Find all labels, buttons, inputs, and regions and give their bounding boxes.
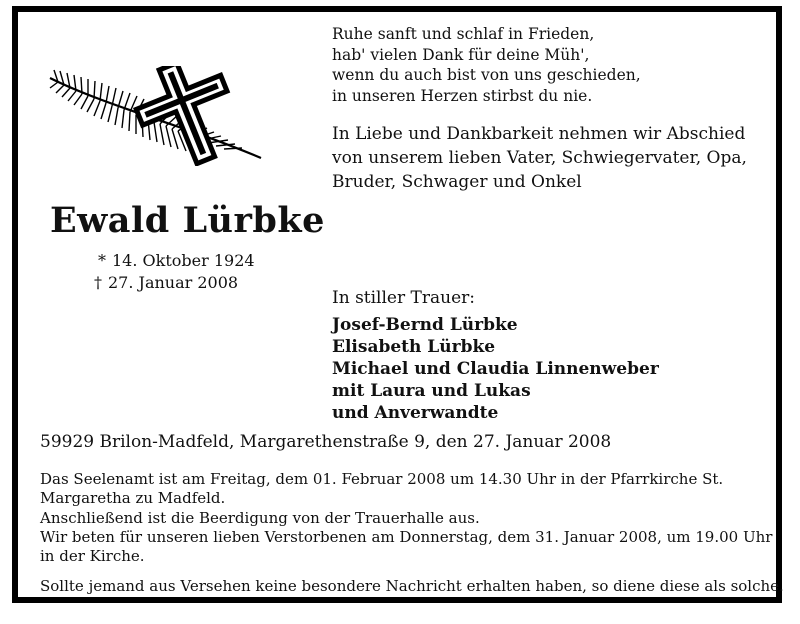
birth-date: 14. Oktober 1924 [112, 251, 255, 270]
poem-line: in unseren Herzen stirbst du nie. [332, 86, 593, 105]
notice-line: Das Seelenamt ist am Freitag, dem 01. Februar 2008 um 14.30 Uhr in der Pfarrkirche St. [40, 470, 724, 488]
palm-cross-icon [46, 66, 286, 166]
mourner-name: Michael und Claudia Linnenweber [332, 359, 659, 379]
deceased-name: Ewald Lürbke [50, 200, 325, 241]
place-and-date: 59929 Brilon-Madfeld, Margarethenstraße 9, den 27. Januar 2008 [40, 432, 612, 452]
mourner-name: mit Laura und Lukas [332, 381, 531, 401]
poem-line: Ruhe sanft und schlaf in Frieden, [332, 25, 595, 43]
notice-line: in der Kirche. [40, 547, 145, 566]
notice-line: Margaretha zu Madfeld. [40, 489, 226, 508]
notice-line: Anschließend ist die Beerdigung von der Trauerhalle aus. [40, 508, 480, 527]
farewell-text [332, 122, 747, 194]
poem [332, 24, 641, 106]
obituary-card [12, 6, 782, 603]
birth-date-line [98, 251, 255, 270]
farewell-line: Bruder, Schwager und Onkel [332, 172, 582, 192]
cross-icon [123, 66, 252, 166]
mourning-label: In stiller Trauer: [332, 288, 475, 308]
poem-line: wenn du auch bist von uns geschieden, [332, 66, 641, 84]
birth-star-icon: * [98, 251, 106, 270]
farewell-line: von unserem lieben Vater, Schwiegervater, Opa, [332, 148, 747, 168]
death-date-line [94, 273, 238, 292]
mourners-list [332, 314, 659, 424]
mourner-name: Josef-Bernd Lürbke [332, 315, 518, 335]
service-notice [40, 470, 772, 566]
notice-line: Wir beten für unseren lieben Verstorbenen am Donnerstag, dem 31. Januar 2008, um 19.00 Uhr [40, 527, 773, 546]
death-dagger-icon: † [94, 273, 102, 292]
poem-line: hab' vielen Dank für deine Müh', [332, 45, 590, 64]
closing-note: Sollte jemand aus Versehen keine besondere Nachricht erhalten haben, so diene diese als solche. [40, 577, 784, 595]
mourner-name: und Anverwandte [332, 403, 499, 423]
death-date: 27. Januar 2008 [108, 273, 239, 292]
farewell-line: In Liebe und Dankbarkeit nehmen wir Abschied [332, 124, 746, 144]
mourner-name: Elisabeth Lürbke [332, 337, 496, 357]
